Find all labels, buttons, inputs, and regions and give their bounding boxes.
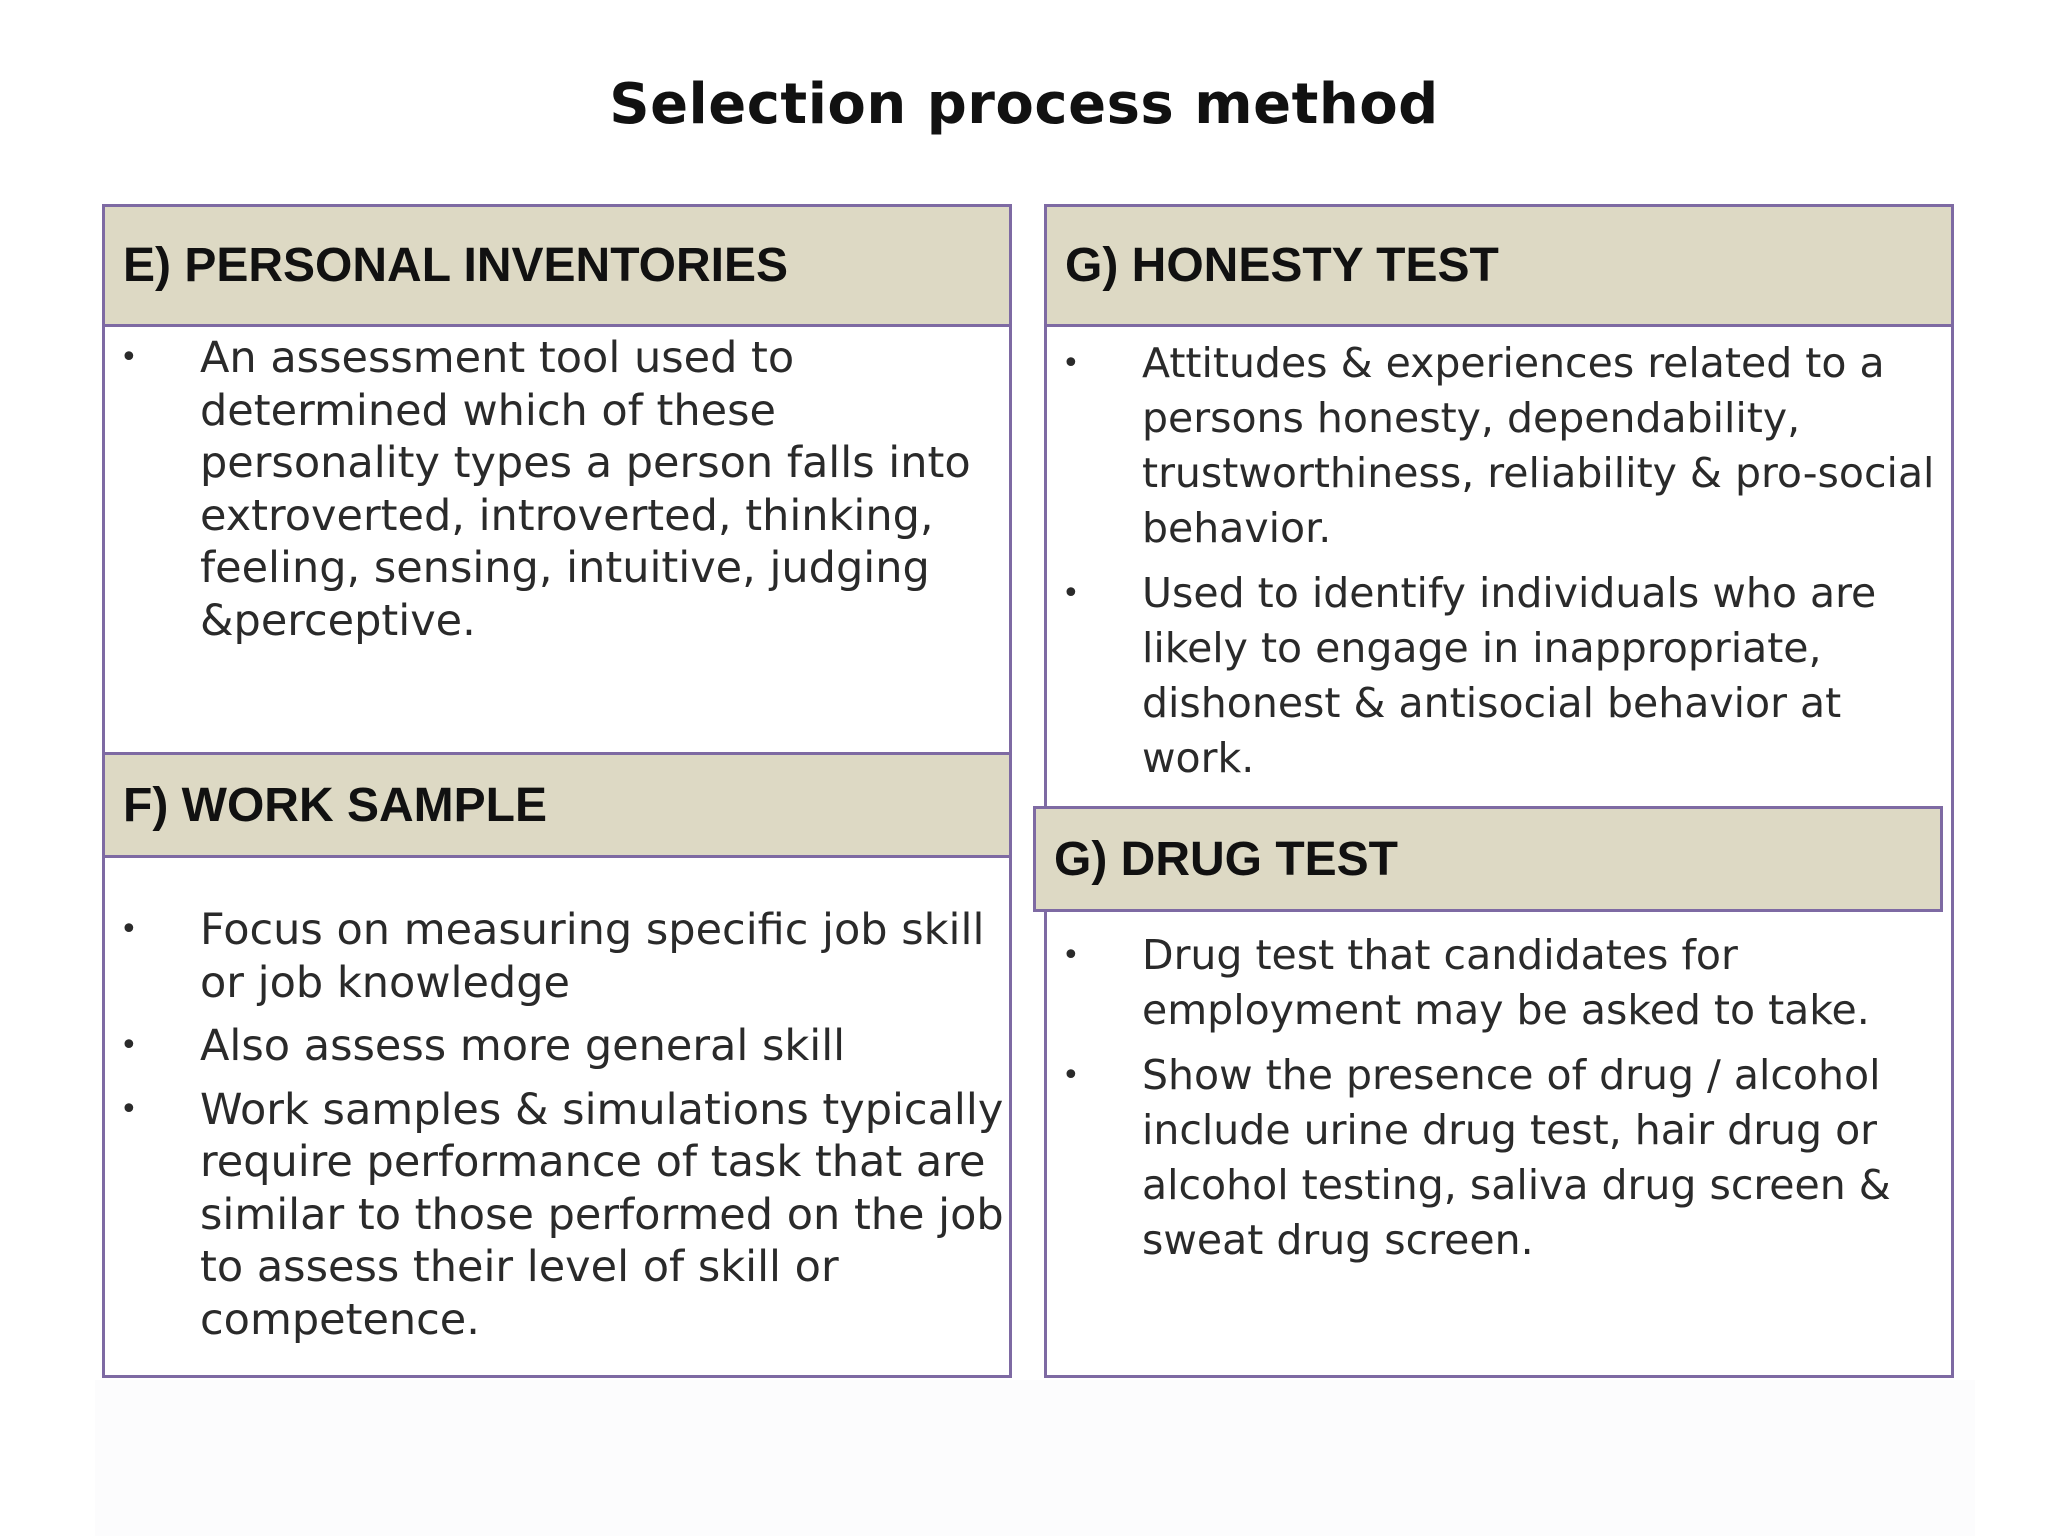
- bullet-icon: •: [120, 340, 138, 375]
- section-heading: G) HONESTY TEST: [1065, 239, 1499, 292]
- list-item-text: Used to identify individuals who are likely to engage in inappropriate, dishonest & antisocial behavior at work.: [1142, 569, 1877, 782]
- bullet-icon: •: [1062, 346, 1080, 381]
- list-item-text: Attitudes & experiences related to a persons honesty, dependability, trustworthiness, reliability & pro-social behavior.: [1142, 339, 1935, 552]
- list-item-text: Show the presence of drug / alcohol include urine drug test, hair drug or alcohol testing, saliva drug screen & sweat drug screen.: [1142, 1051, 1891, 1264]
- bullet-icon: •: [1062, 1058, 1080, 1093]
- section-header-drug-test: [1033, 806, 1943, 912]
- bullet-icon: •: [1062, 938, 1080, 973]
- background-shade: [95, 1380, 1975, 1536]
- honesty-test-list: [1046, 336, 1946, 796]
- bullet-icon: •: [120, 1091, 138, 1127]
- work-sample-list: [104, 904, 1004, 1357]
- list-item: [104, 332, 1004, 647]
- list-item: [104, 904, 1004, 1009]
- list-item-text: Work samples & simulations typically require performance of task that are similar to those performed on the job to assess their level of skill or competence.: [200, 1084, 1004, 1345]
- bullet-icon: •: [120, 912, 138, 947]
- bullet-icon: •: [1062, 576, 1080, 611]
- list-item: [1046, 928, 1946, 1038]
- section-heading: G) DRUG TEST: [1054, 832, 1398, 886]
- section-header-personal-inventories: [102, 204, 1012, 327]
- page-title: Selection process method: [609, 72, 1439, 137]
- list-item-text: An assessment tool used to determined which of these personality types a person falls into extroverted, introverted, thinking, feeling, sensing, intuitive, judging &perceptive.: [200, 333, 971, 646]
- list-item: [104, 1084, 1004, 1347]
- list-item: [1046, 336, 1946, 556]
- bullet-icon: •: [120, 1028, 138, 1063]
- personal-inventories-list: [104, 332, 1004, 647]
- list-item-text: Also assess more general skill: [200, 1021, 846, 1071]
- section-header-work-sample: [102, 752, 1012, 858]
- section-header-honesty-test: [1044, 204, 1954, 327]
- section-heading: E) PERSONAL INVENTORIES: [123, 239, 789, 292]
- section-heading: F) WORK SAMPLE: [123, 778, 547, 832]
- list-item: [104, 1020, 1004, 1073]
- list-item: [1046, 1048, 1946, 1268]
- list-item-text: Drug test that candidates for employment may be asked to take.: [1142, 931, 1870, 1034]
- drug-test-list: [1046, 928, 1946, 1278]
- list-item: [1046, 566, 1946, 786]
- list-item-text: Focus on measuring specific job skill or job knowledge: [200, 905, 985, 1008]
